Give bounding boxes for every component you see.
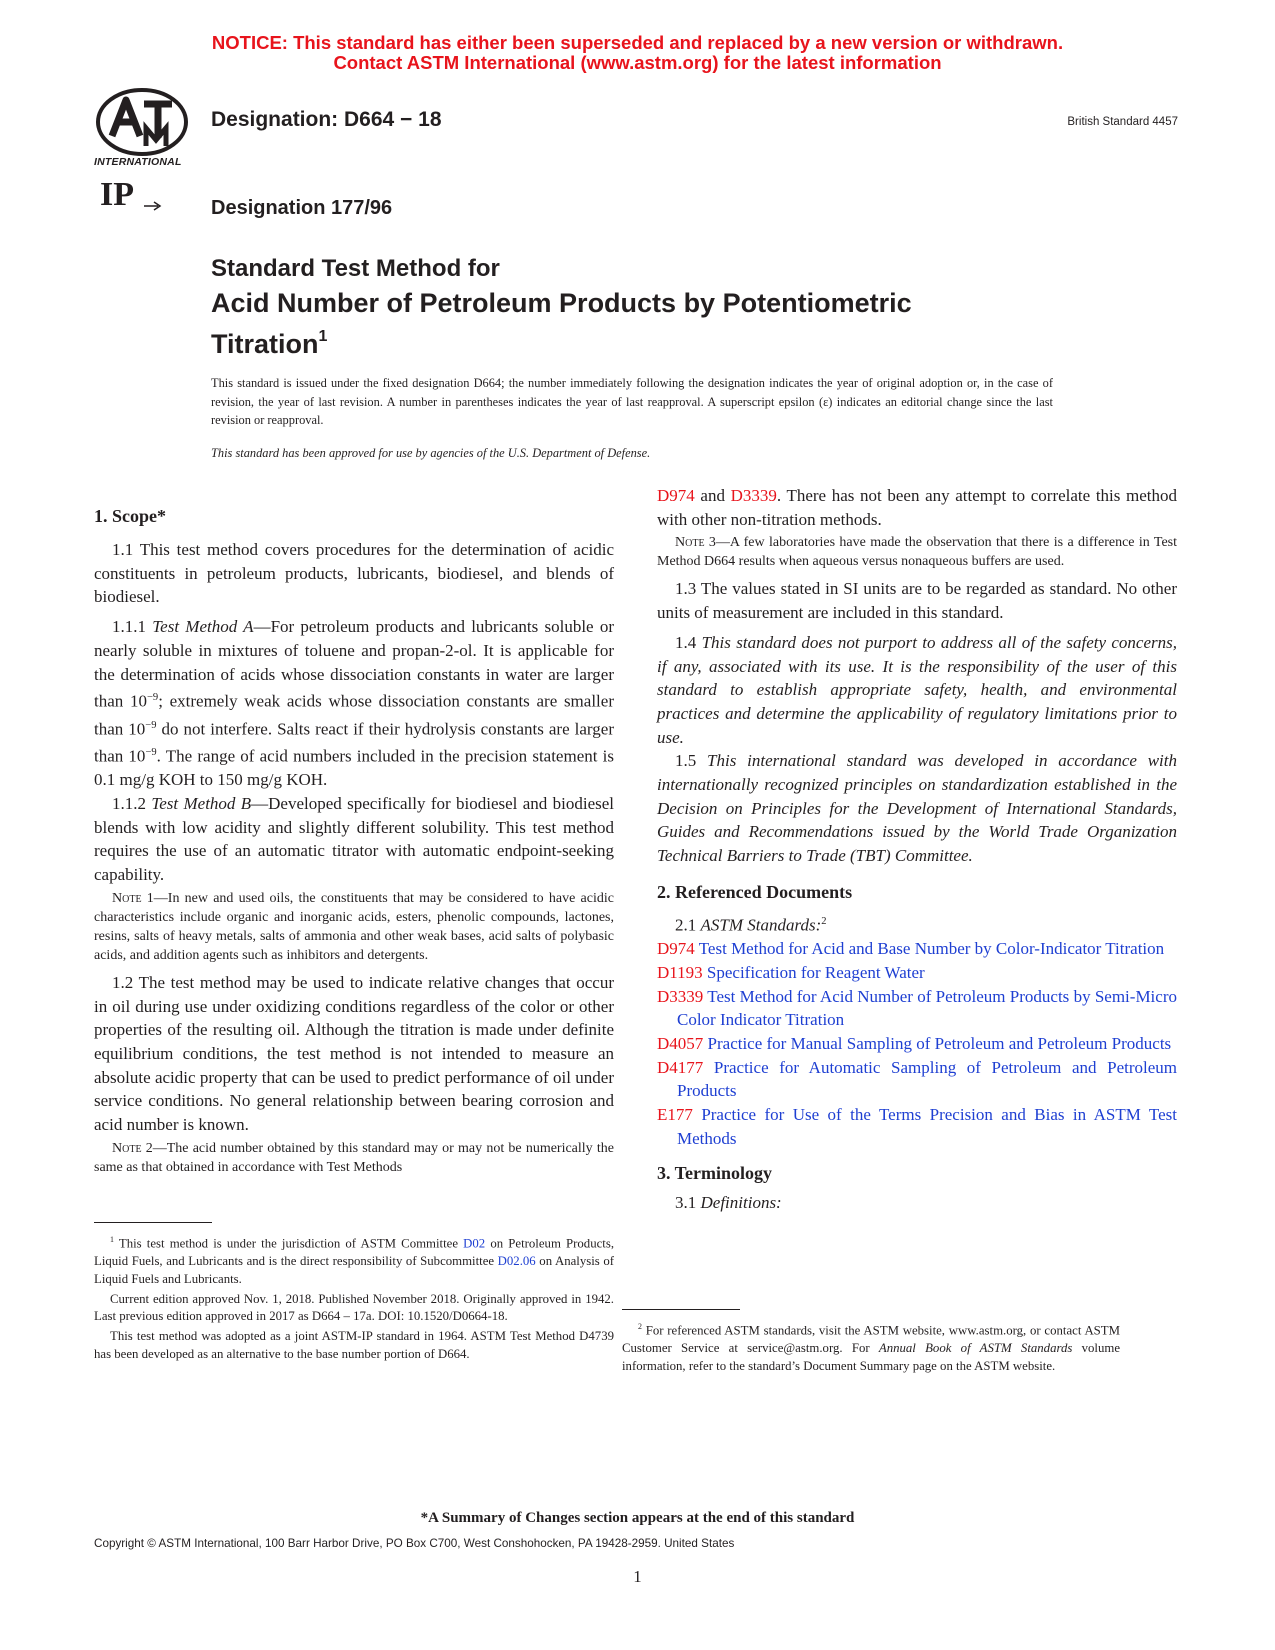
footnote-2 xyxy=(622,1318,1120,1376)
note-2: Note 2—The acid number obtained by this standard may or may not be numerically the same as that obtained in accordance with Test Methods xyxy=(94,1140,614,1175)
footnote-2-text: $^2$ For referenced ASTM standards, visit the ASTM website, www.astm.org, or contact ASTM Customer Service at service@astm.org. For Annual Book of ASTM Standards volume information, refer to the standard’s Document Summary page on the ASTM website. xyxy=(622,1322,1121,1373)
reference-item[interactable]: E177 Practice for Use of the Terms Precision and Bias in ASTM Test Methods xyxy=(657,1105,1178,1148)
title-line-1: Standard Test Method for xyxy=(211,255,500,282)
title-main: Acid Number of Petroleum Products by Potentiometric Titration xyxy=(211,288,912,359)
reference-item[interactable]: D4057 Practice for Manual Sampling of Petroleum and Petroleum Products xyxy=(657,1034,1172,1054)
reference-list xyxy=(657,937,1177,1150)
preamble: This standard is issued under the fixed designation D664; the number immediately following the designation indicates the year of original adoption or, in the case of revision, the year of last revision. A number in parentheses indicates the year of last reapproval. A superscript epsilon (ε) indicates an editorial change since the last revision or reapproval. xyxy=(211,376,1053,427)
para-1-3: 1.3 The values stated in SI units are to be regarded as standard. No other units of measurement are included in this standard. xyxy=(657,579,1177,623)
page-number: 1 xyxy=(633,1567,642,1586)
scope-heading: 1. Scope* xyxy=(94,506,166,526)
d3339-link[interactable]: D3339 xyxy=(730,486,777,505)
para-2-1: 2.1 ASTM Standards:$^2$ xyxy=(675,915,827,935)
para-3-1: 3.1 Definitions: xyxy=(675,1192,782,1212)
ip-arrow-icon xyxy=(144,200,164,212)
notice-line-2: Contact ASTM International (www.astm.org) for the latest information xyxy=(333,52,942,73)
british-standard: British Standard 4457 xyxy=(1067,116,1178,128)
footnote-1-text: $^1$ This test method is under the jurisdiction of ASTM Committee D02 on Petroleum Products, Liquid Fuels, and Lubricants and is the direct responsibility of Subcommittee D02.06 on Analysis of Liquid Fuels and Lubricants. xyxy=(94,1235,615,1286)
title-footnote-mark: 1 xyxy=(318,328,328,345)
para-1-4: 1.4 This standard does not purport to address all of the safety concerns, if any, associated with its use. It is the responsibility of the user of this standard to establish appropriate safety, health, and environmental practices and determine the applicability of regulatory limitations prior to use. xyxy=(657,632,1177,747)
astm-logo-text: INTERNATIONAL xyxy=(94,156,182,168)
designation: Designation: D664 − 18 xyxy=(211,108,442,131)
para-1-5: 1.5 This international standard was developed in accordance with internationally recognized principles on standardization established in the Decision on Principles for the Development of International Standards, Guides and Recommendations issued by the World Trade Organization Technical Barriers to Trade (TBT) Committee. xyxy=(657,751,1177,866)
reference-item[interactable]: D3339 Test Method for Acid Number of Petroleum Products by Semi-Micro Color Indicator Titration xyxy=(657,986,1177,1030)
note-1: Note 1—In new and used oils, the constituents that may be considered to have acidic characteristics include organic and inorganic acids, esters, phenolic compounds, lactones, resins, salts of heavy metals, salts of ammonia and other weak bases, acid salts of polybasic acids, and addition agents such as inhibitors and detergents. xyxy=(94,890,614,963)
ip-designation: Designation 177/96 xyxy=(211,197,393,219)
reference-item[interactable]: D4177 Practice for Automatic Sampling of Petroleum and Petroleum Products xyxy=(657,1057,1177,1101)
astm-logo-icon xyxy=(92,86,192,158)
dod-approval: This standard has been approved for use by agencies of the U.S. Department of Defense. xyxy=(211,446,651,460)
astm-logo xyxy=(92,86,192,172)
committee-d02-link[interactable]: D02 xyxy=(463,1236,486,1251)
right-column xyxy=(657,484,1177,1214)
footnote-1-edition: Current edition approved Nov. 1, 2018. Published November 2018. Originally approved in 1942. Last previous edition approved in 2017 as D664 – 17a. DOI: 10.1520/D0664-18. xyxy=(94,1291,614,1324)
reference-item[interactable]: D974 Test Method for Acid and Base Number by Color-Indicator Titration xyxy=(657,939,1165,959)
summary-of-changes: *A Summary of Changes section appears at the end of this standard xyxy=(420,1510,855,1526)
title-line-2 xyxy=(211,286,1011,361)
para-1-1: 1.1 This test method covers procedures for the determination of acidic constituents in petroleum products, lubricants, biodiesel, and blends of biodiesel. xyxy=(94,540,614,607)
note-2-continuation: D974 and D3339. There has not been any attempt to correlate this method with other non-titration methods. xyxy=(657,486,1178,529)
ip-logo xyxy=(100,178,134,212)
footnote-1-adoption: This test method was adopted as a joint ASTM-IP standard in 1964. ASTM Test Method D4739 has been developed as an alternative to the base number portion of D664. xyxy=(94,1329,614,1362)
notice-line-1: NOTICE: This standard has either been superseded and replaced by a new version or withdrawn. xyxy=(211,32,1064,53)
para-1-1-1: 1.1.1 Test Method A—For petroleum products and lubricants soluble or nearly soluble in mixtures of toluene and propan-2-ol. It is applicable for the determination of acids whose dissociation constants in water are larger than $10^{-9}$; extremely weak acids whose dissociation constants are smaller than $10^{-9}$ do not interfere. Salts react if their hydrolysis constants are larger than $10^{-9}$. The range of acid numbers included in the precision statement is 0.1 mg/g KOH to 150 mg/g KOH. xyxy=(94,617,615,790)
para-1-1-2: 1.1.2 Test Method B—Developed specifically for biodiesel and biodiesel blends with low acidity and slightly different solubility. This test method requires the use of an automatic titrator with automatic endpoint-seeking capability. xyxy=(94,794,615,885)
withdrawn-notice xyxy=(0,33,1275,73)
left-column xyxy=(94,504,614,1181)
note-3: Note 3—A few laboratories have made the observation that there is a difference in Test Method D664 results when aqueous versus nonaqueous buffers are used. xyxy=(657,535,1177,570)
referenced-documents-heading: 2. Referenced Documents xyxy=(657,881,853,902)
terminology-heading: 3. Terminology xyxy=(657,1162,773,1183)
copyright: Copyright © ASTM International, 100 Barr Harbor Drive, PO Box C700, West Conshohocken, PA 19428-2959. United States xyxy=(94,1537,735,1550)
footnote-rule-left xyxy=(94,1222,212,1223)
reference-item[interactable]: D1193 Specification for Reagent Water xyxy=(657,962,925,982)
subcommittee-d02-06-link[interactable]: D02.06 xyxy=(497,1254,536,1269)
footnote-1 xyxy=(94,1231,614,1364)
footnote-rule-right xyxy=(622,1309,740,1310)
d974-link[interactable]: D974 xyxy=(657,486,695,505)
para-1-2: 1.2 The test method may be used to indicate relative changes that occur in oil during use under oxidizing conditions regardless of the color or other properties of the resulting oil. Although the titration is made under definite equilibrium conditions, the test method is not intended to measure an absolute acidic property that can be used to predict performance of oil under service conditions. No general relationship between bearing corrosion and acid number is known. xyxy=(94,972,614,1135)
ip-logo-text: IP xyxy=(100,176,134,213)
